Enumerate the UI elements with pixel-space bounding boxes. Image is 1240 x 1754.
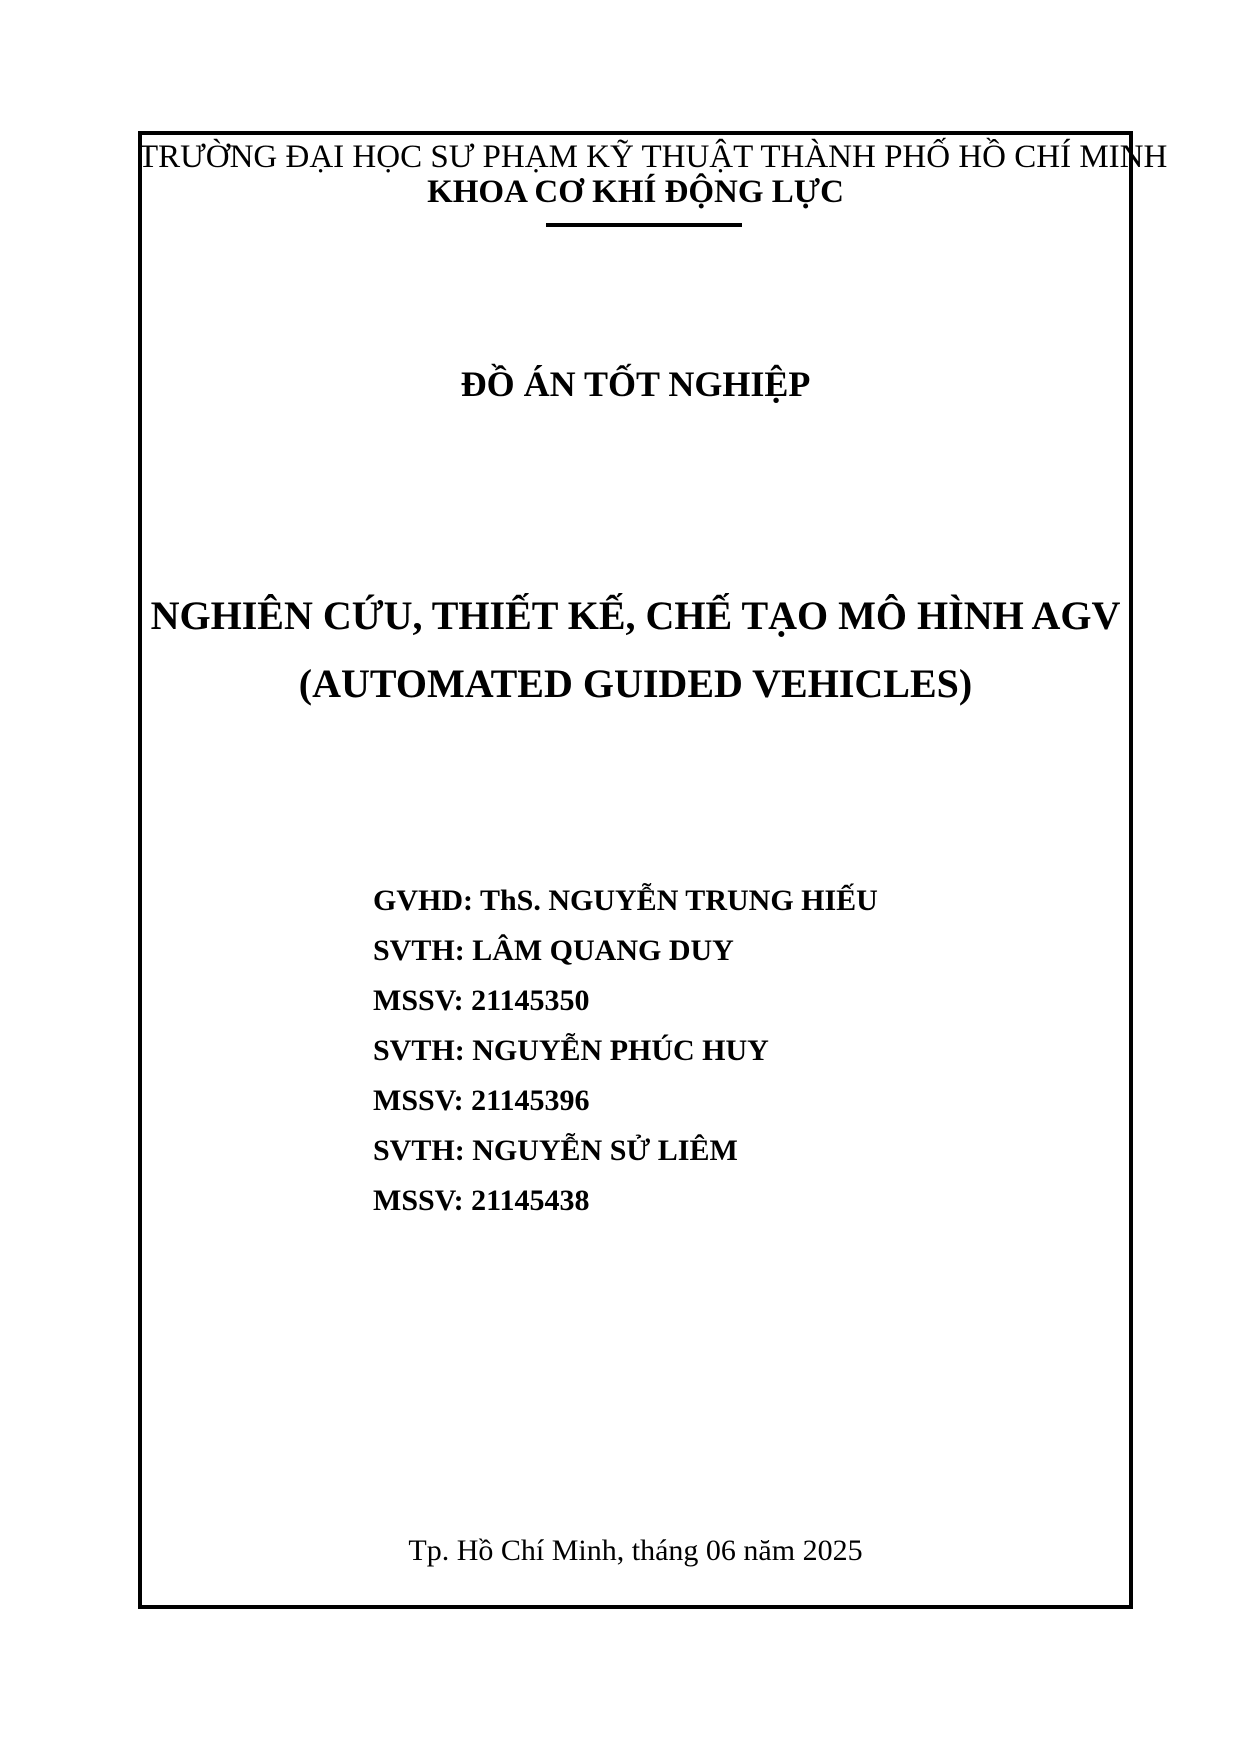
credit-value: ThS. NGUYỄN TRUNG HIẾU [479, 884, 878, 917]
credit-value: 21145438 [471, 1184, 590, 1217]
document-type-heading: ĐỒ ÁN TỐT NGHIỆP [460, 364, 811, 404]
credit-value: NGUYỄN PHÚC HUY [472, 1034, 769, 1067]
credit-row-advisor [373, 876, 878, 926]
credit-row-student-id-2 [373, 1076, 878, 1126]
credit-label: GVHD: [373, 884, 473, 917]
credit-row-student-2 [373, 1026, 878, 1076]
place-date-line: Tp. Hồ Chí Minh, tháng 06 năm 2025 [408, 1534, 863, 1567]
credit-row-student-id-1 [373, 976, 878, 1026]
credit-row-student-id-3 [373, 1176, 878, 1226]
credit-label: MSSV: [373, 1084, 464, 1117]
thesis-title-line2: (AUTOMATED GUIDED VEHICLES) [298, 661, 973, 706]
credit-label: MSSV: [373, 984, 464, 1017]
credit-value: 21145396 [471, 1084, 590, 1117]
credit-label: SVTH: [373, 1134, 465, 1167]
credit-row-student-1 [373, 926, 878, 976]
thesis-title-line1: NGHIÊN CỨU, THIẾT KẾ, CHẾ TẠO MÔ HÌNH AGV [150, 593, 1121, 638]
credits-block [373, 876, 878, 1226]
page-border [138, 131, 1168, 1609]
credit-label: SVTH: [373, 934, 465, 967]
faculty-name: KHOA CƠ KHÍ ĐỘNG LỰC [427, 174, 844, 210]
credit-value: 21145350 [471, 984, 590, 1017]
credit-label: SVTH: [373, 1034, 465, 1067]
credit-row-student-3 [373, 1126, 878, 1176]
faculty-underline-rule [546, 223, 742, 227]
university-name: TRƯỜNG ĐẠI HỌC SƯ PHẠM KỸ THUẬT THÀNH PHỐ HỒ CHÍ MINH [138, 139, 1168, 175]
credit-label: MSSV: [373, 1184, 464, 1217]
credit-value: LÂM QUANG DUY [472, 934, 734, 967]
credit-value: NGUYỄN SỬ LIÊM [472, 1134, 738, 1167]
thesis-title [138, 582, 1133, 718]
